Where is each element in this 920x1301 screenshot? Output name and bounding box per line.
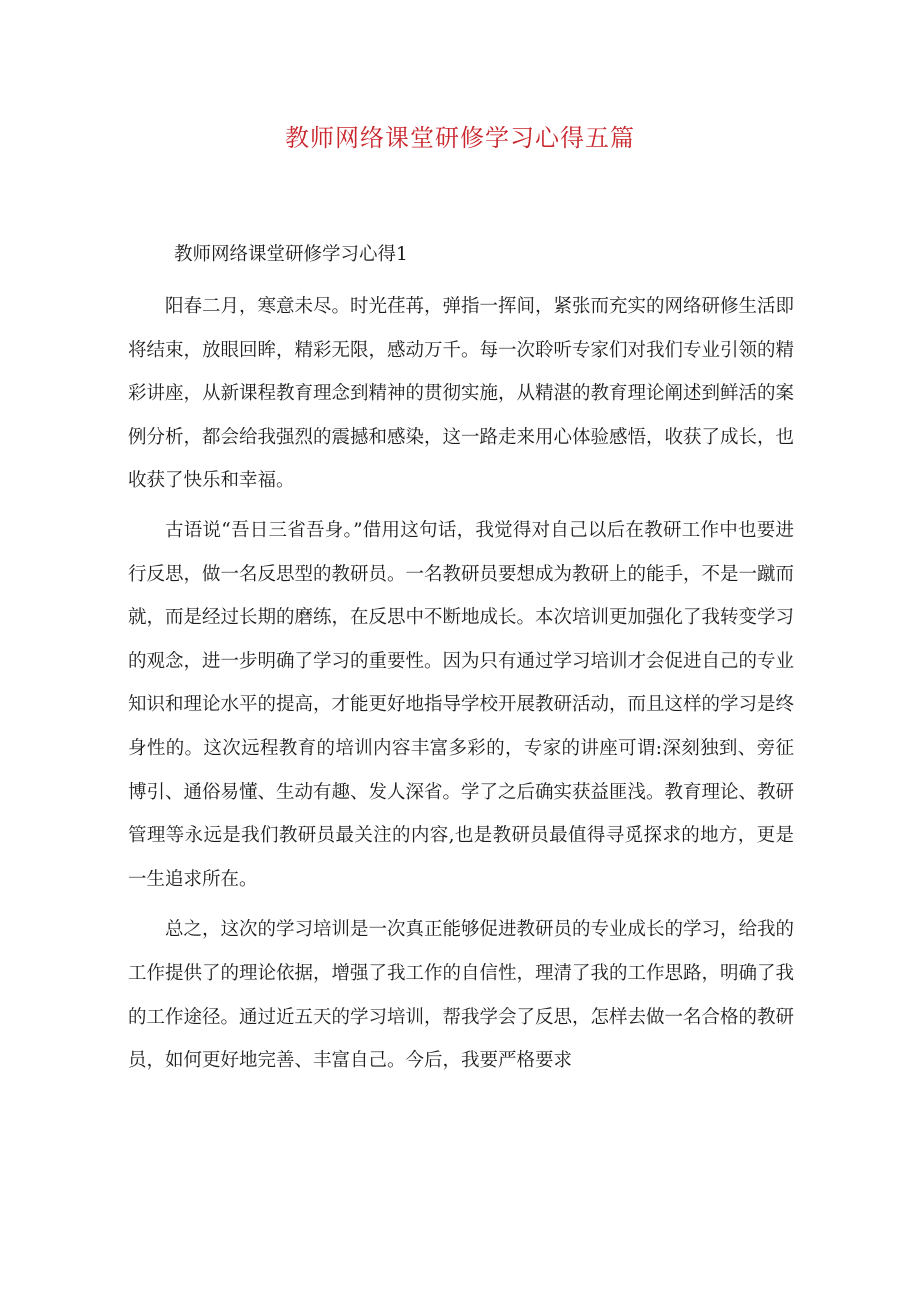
- document-body: [128, 232, 794, 1083]
- document-title: 教师网络课堂研修学习心得五篇: [285, 124, 635, 152]
- section-heading: 教师网络课堂研修学习心得1: [174, 244, 408, 265]
- paragraph-2: 古语说“吾日三省吾身。”借用这句话，我觉得对自己以后在教研工作中也要进行反思，做一名反思型的教研员。一名教研员要想成为教研上的能手，不是一蹴而就，而是经过长期的磨练，在反思中不断地成长。本次培训更加强化了我转变学习的观念，进一步明确了学习的重要性。因为只有通过学习培训才会促进自己的专业知识和理论水平的提高，才能更好地指导学校开展教研活动，而且这样的学习是终身性的。这次远程教育的培训内容丰富多彩的，专家的讲座可谓:深刻独到、旁征博引、通俗易懂、生动有趣、发人深省。学了之后确实获益匪浅。教育理论、教研管理等永远是我们教研员最关注的内容,也是教研员最值得寻觅探求的地方，更是一生追求所在。: [128, 519, 795, 890]
- paragraph-1: 阳春二月，寒意未尽。时光荏苒，弹指一挥间，紧张而充实的网络研修生活即将结束，放眼回眸，精彩无限，感动万千。每一次聆听专家们对我们专业引领的精彩讲座，从新课程教育理念到精神的贯彻实施，从精湛的教育理论阐述到鲜活的案例分析，都会给我强烈的震撼和感染，这一路走来用心体验感悟，收获了成长，也收获了快乐和幸福。: [128, 296, 795, 492]
- paragraph-3: 总之，这次的学习培训是一次真正能够促进教研员的专业成长的学习，给我的工作提供了的理论依据，增强了我工作的自信性，理清了我的工作思路，明确了我的工作途径。通过近五天的学习培训，帮我学会了反思，怎样去做一名合格的教研员，如何更好地完善、丰富自己。今后，我要严格要求: [128, 919, 795, 1072]
